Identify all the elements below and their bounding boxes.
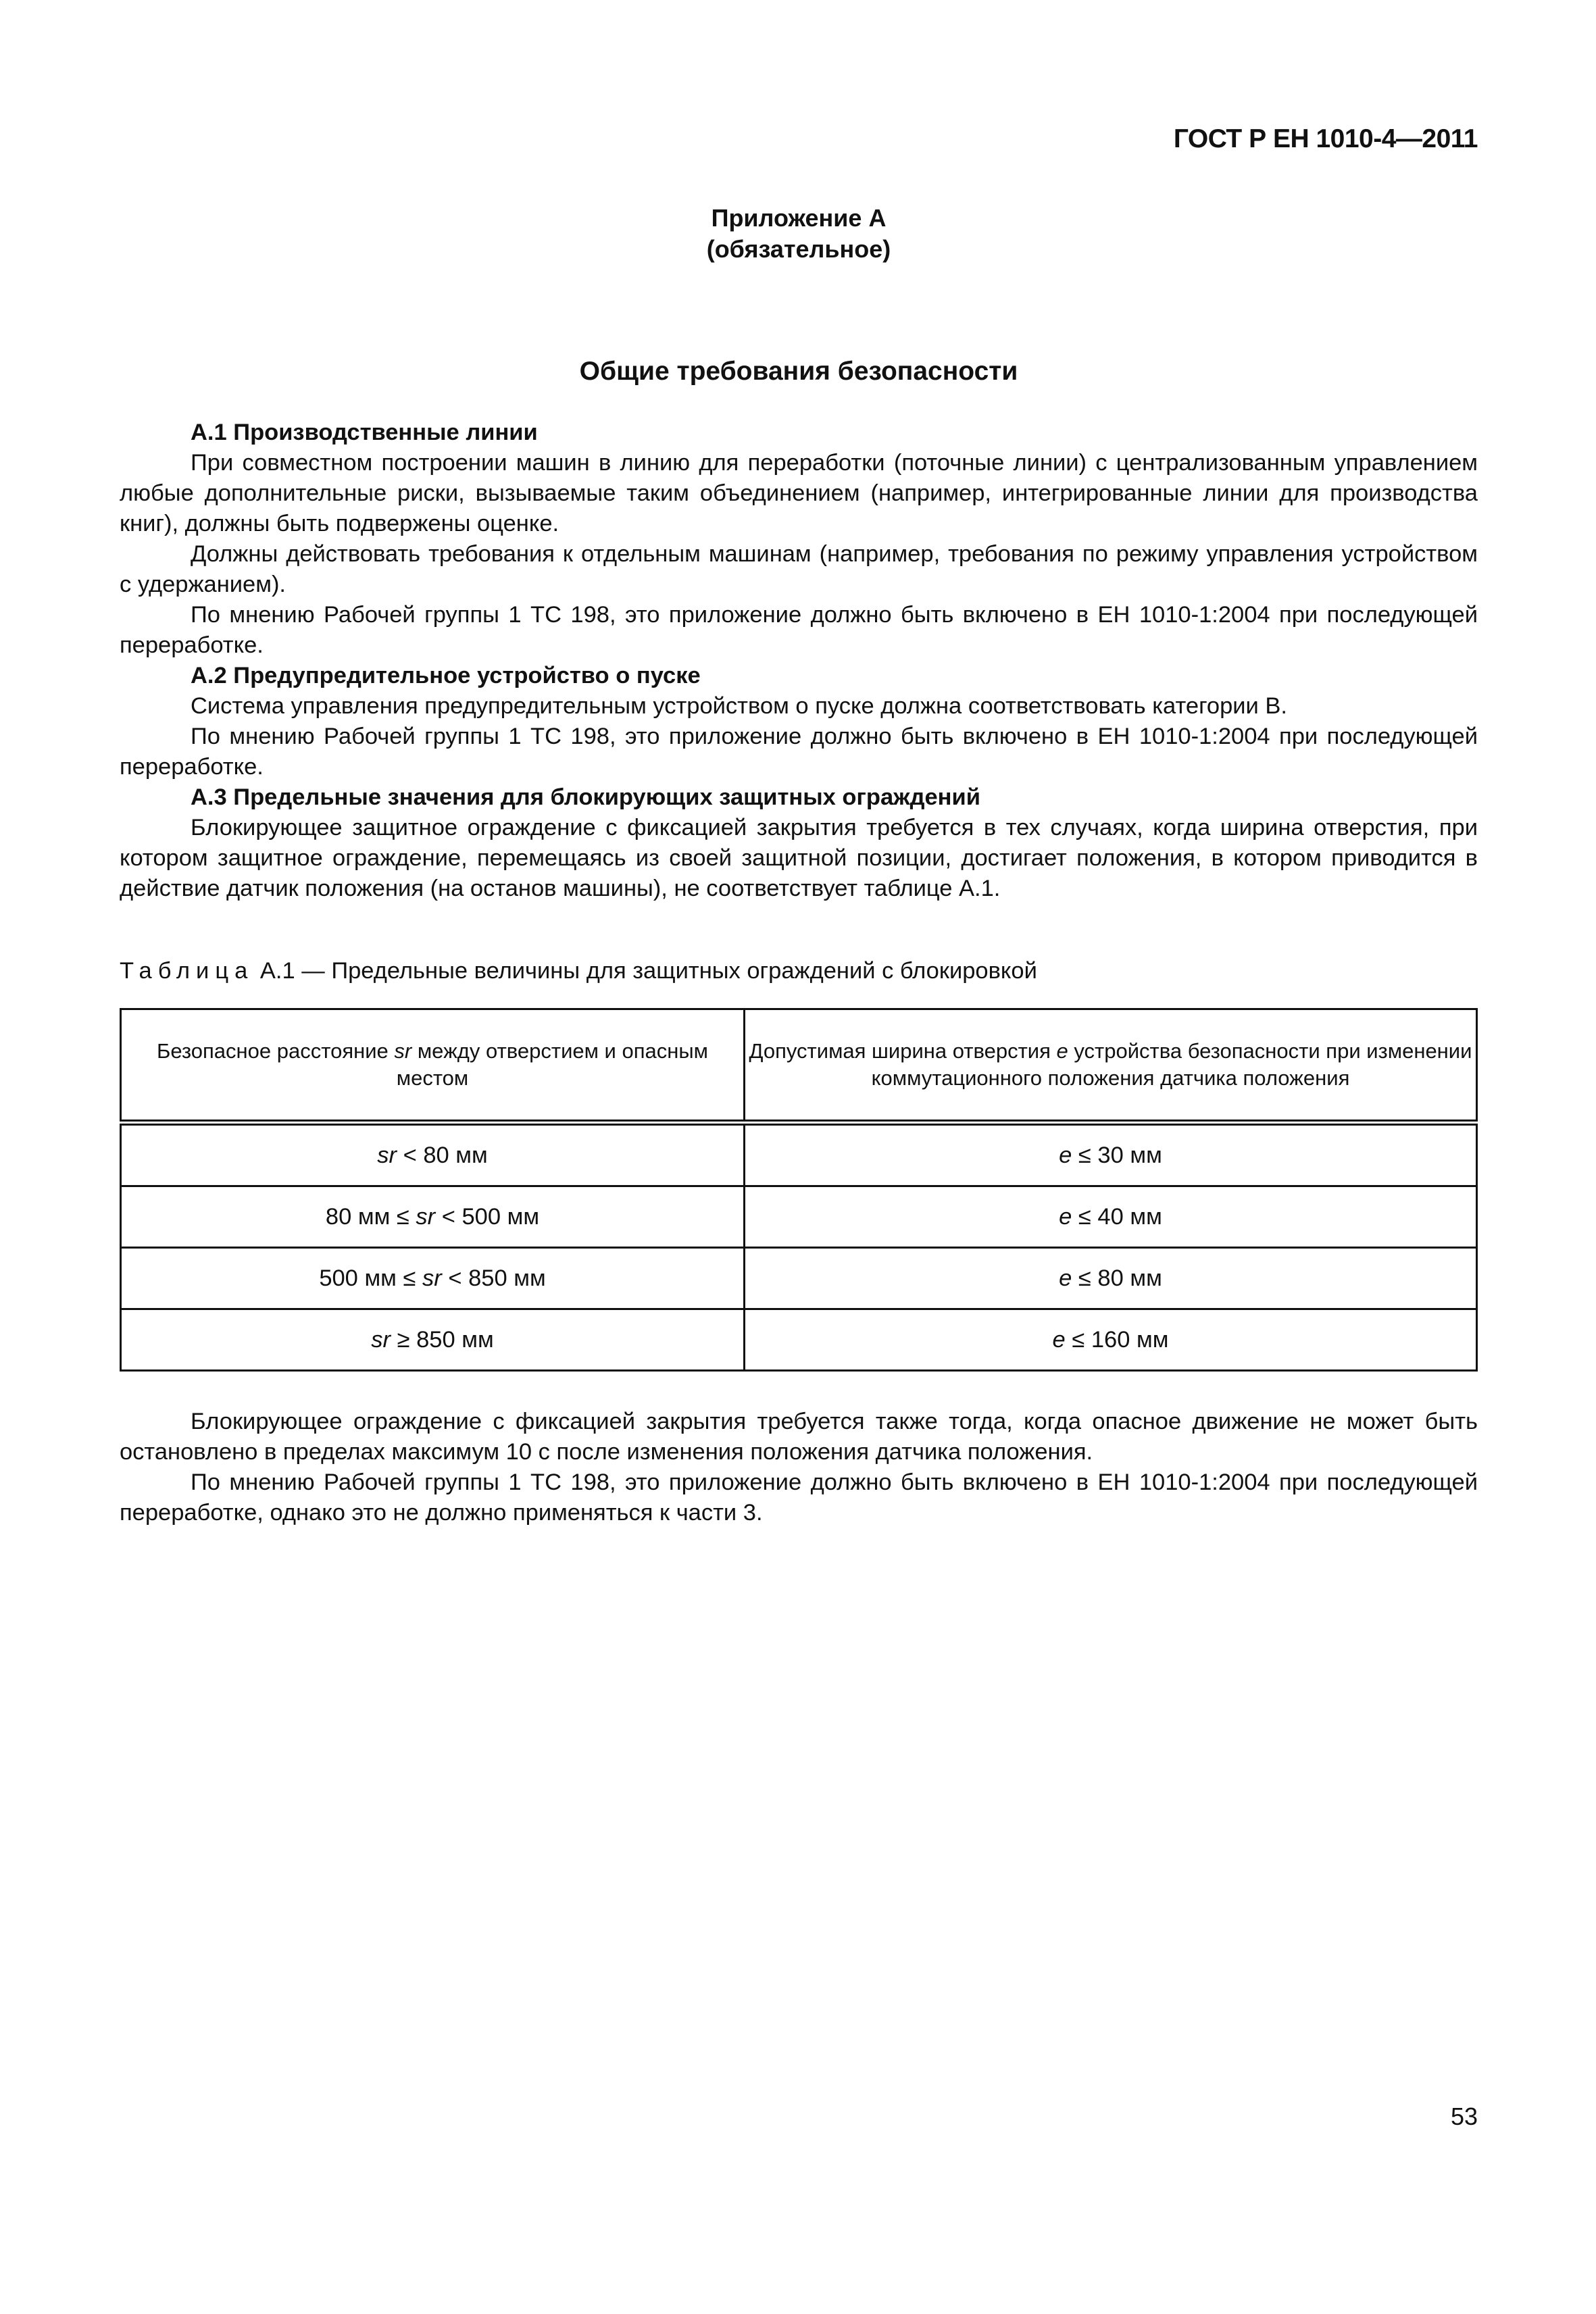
section-heading-a3: А.3 Предельные значения для блокирующих защитных ограждений [191,784,980,810]
table-cell: е ≤ 80 мм [745,1248,1477,1309]
section-heading-a1: А.1 Производственные линии [191,420,538,445]
table-header-row [121,1009,1477,1123]
annex-status: (обязательное) [706,235,891,263]
paragraph: По мнению Рабочей группы 1 ТС 198, это приложение должно быть включено в ЕН 1010-1:2004 при последующей переработке. [120,724,1478,780]
table-row [121,1309,1477,1371]
paragraph: Должны действовать требования к отдельным машинам (например, требования по режиму управления устройством с удержанием). [120,541,1478,597]
annex-title: Приложение А [711,204,887,232]
page-number: 53 [1450,2103,1478,2130]
table-cell: sr < 80 мм [121,1123,745,1186]
paragraph: Блокирующее ограждение с фиксацией закрытия требуется также тогда, когда опасное движение не может быть остановлено в пределах максимум 10 с после изменения положения датчика положения. [120,1409,1478,1465]
section-heading-a2: А.2 Предупредительное устройство о пуске [191,663,701,688]
paragraph: Система управления предупредительным устройством о пуске должна соответствовать категории В. [191,693,1287,719]
limits-table [120,1008,1478,1372]
document-code: ГОСТ Р ЕН 1010-4—2011 [1173,124,1478,153]
table-caption-text: А.1 — Предельные величины для защитных ограждений с блокировкой [253,958,1037,984]
table-cell: е ≤ 160 мм [745,1309,1477,1371]
table-cell: е ≤ 40 мм [745,1186,1477,1248]
table-cell: е ≤ 30 мм [745,1123,1477,1186]
paragraph: Блокирующее защитное ограждение с фиксацией закрытия требуется в тех случаях, когда ширина отверстия, при котором защитное ограждение, перемещаясь из своей защитной позиции, достигает положения, в котором приводится в действие датчик положения (на останов машины), не соответствует таблице А.1. [120,815,1478,901]
table-row [121,1186,1477,1248]
table-cell: 500 мм ≤ sr < 850 мм [121,1248,745,1309]
table-header-cell: Допустимая ширина отверстия е устройства безопасности при изменении коммутационного положения датчика положения [745,1009,1477,1123]
paragraph: По мнению Рабочей группы 1 ТС 198, это приложение должно быть включено в ЕН 1010-1:2004 при последующей переработке. [120,602,1478,658]
paragraph: При совместном построении машин в линию для переработки (поточные линии) с централизованным управлением любые дополнительные риски, вызываемые таким объединением (например, интегрированные линии для производства книг), должны быть подвержены оценке. [120,450,1478,536]
table-cell: 80 мм ≤ sr < 500 мм [121,1186,745,1248]
table-caption-word: Таблица [120,958,254,984]
post-table-text [120,1407,1478,1528]
table-header-cell: Безопасное расстояние sr между отверстием и опасным местом [121,1009,745,1123]
paragraph: По мнению Рабочей группы 1 ТС 198, это приложение должно быть включено в ЕН 1010-1:2004 при последующей переработке, однако это не должно применяться к части 3. [120,1469,1478,1526]
table-row [121,1248,1477,1309]
document-page [120,0,1478,2314]
table-cell: sr ≥ 850 мм [121,1309,745,1371]
table-row [121,1123,1477,1186]
table-caption [120,958,1037,984]
section-title: Общие требования безопасности [579,357,1018,386]
annex-title-block [120,203,1478,265]
annex-body [120,418,1478,904]
